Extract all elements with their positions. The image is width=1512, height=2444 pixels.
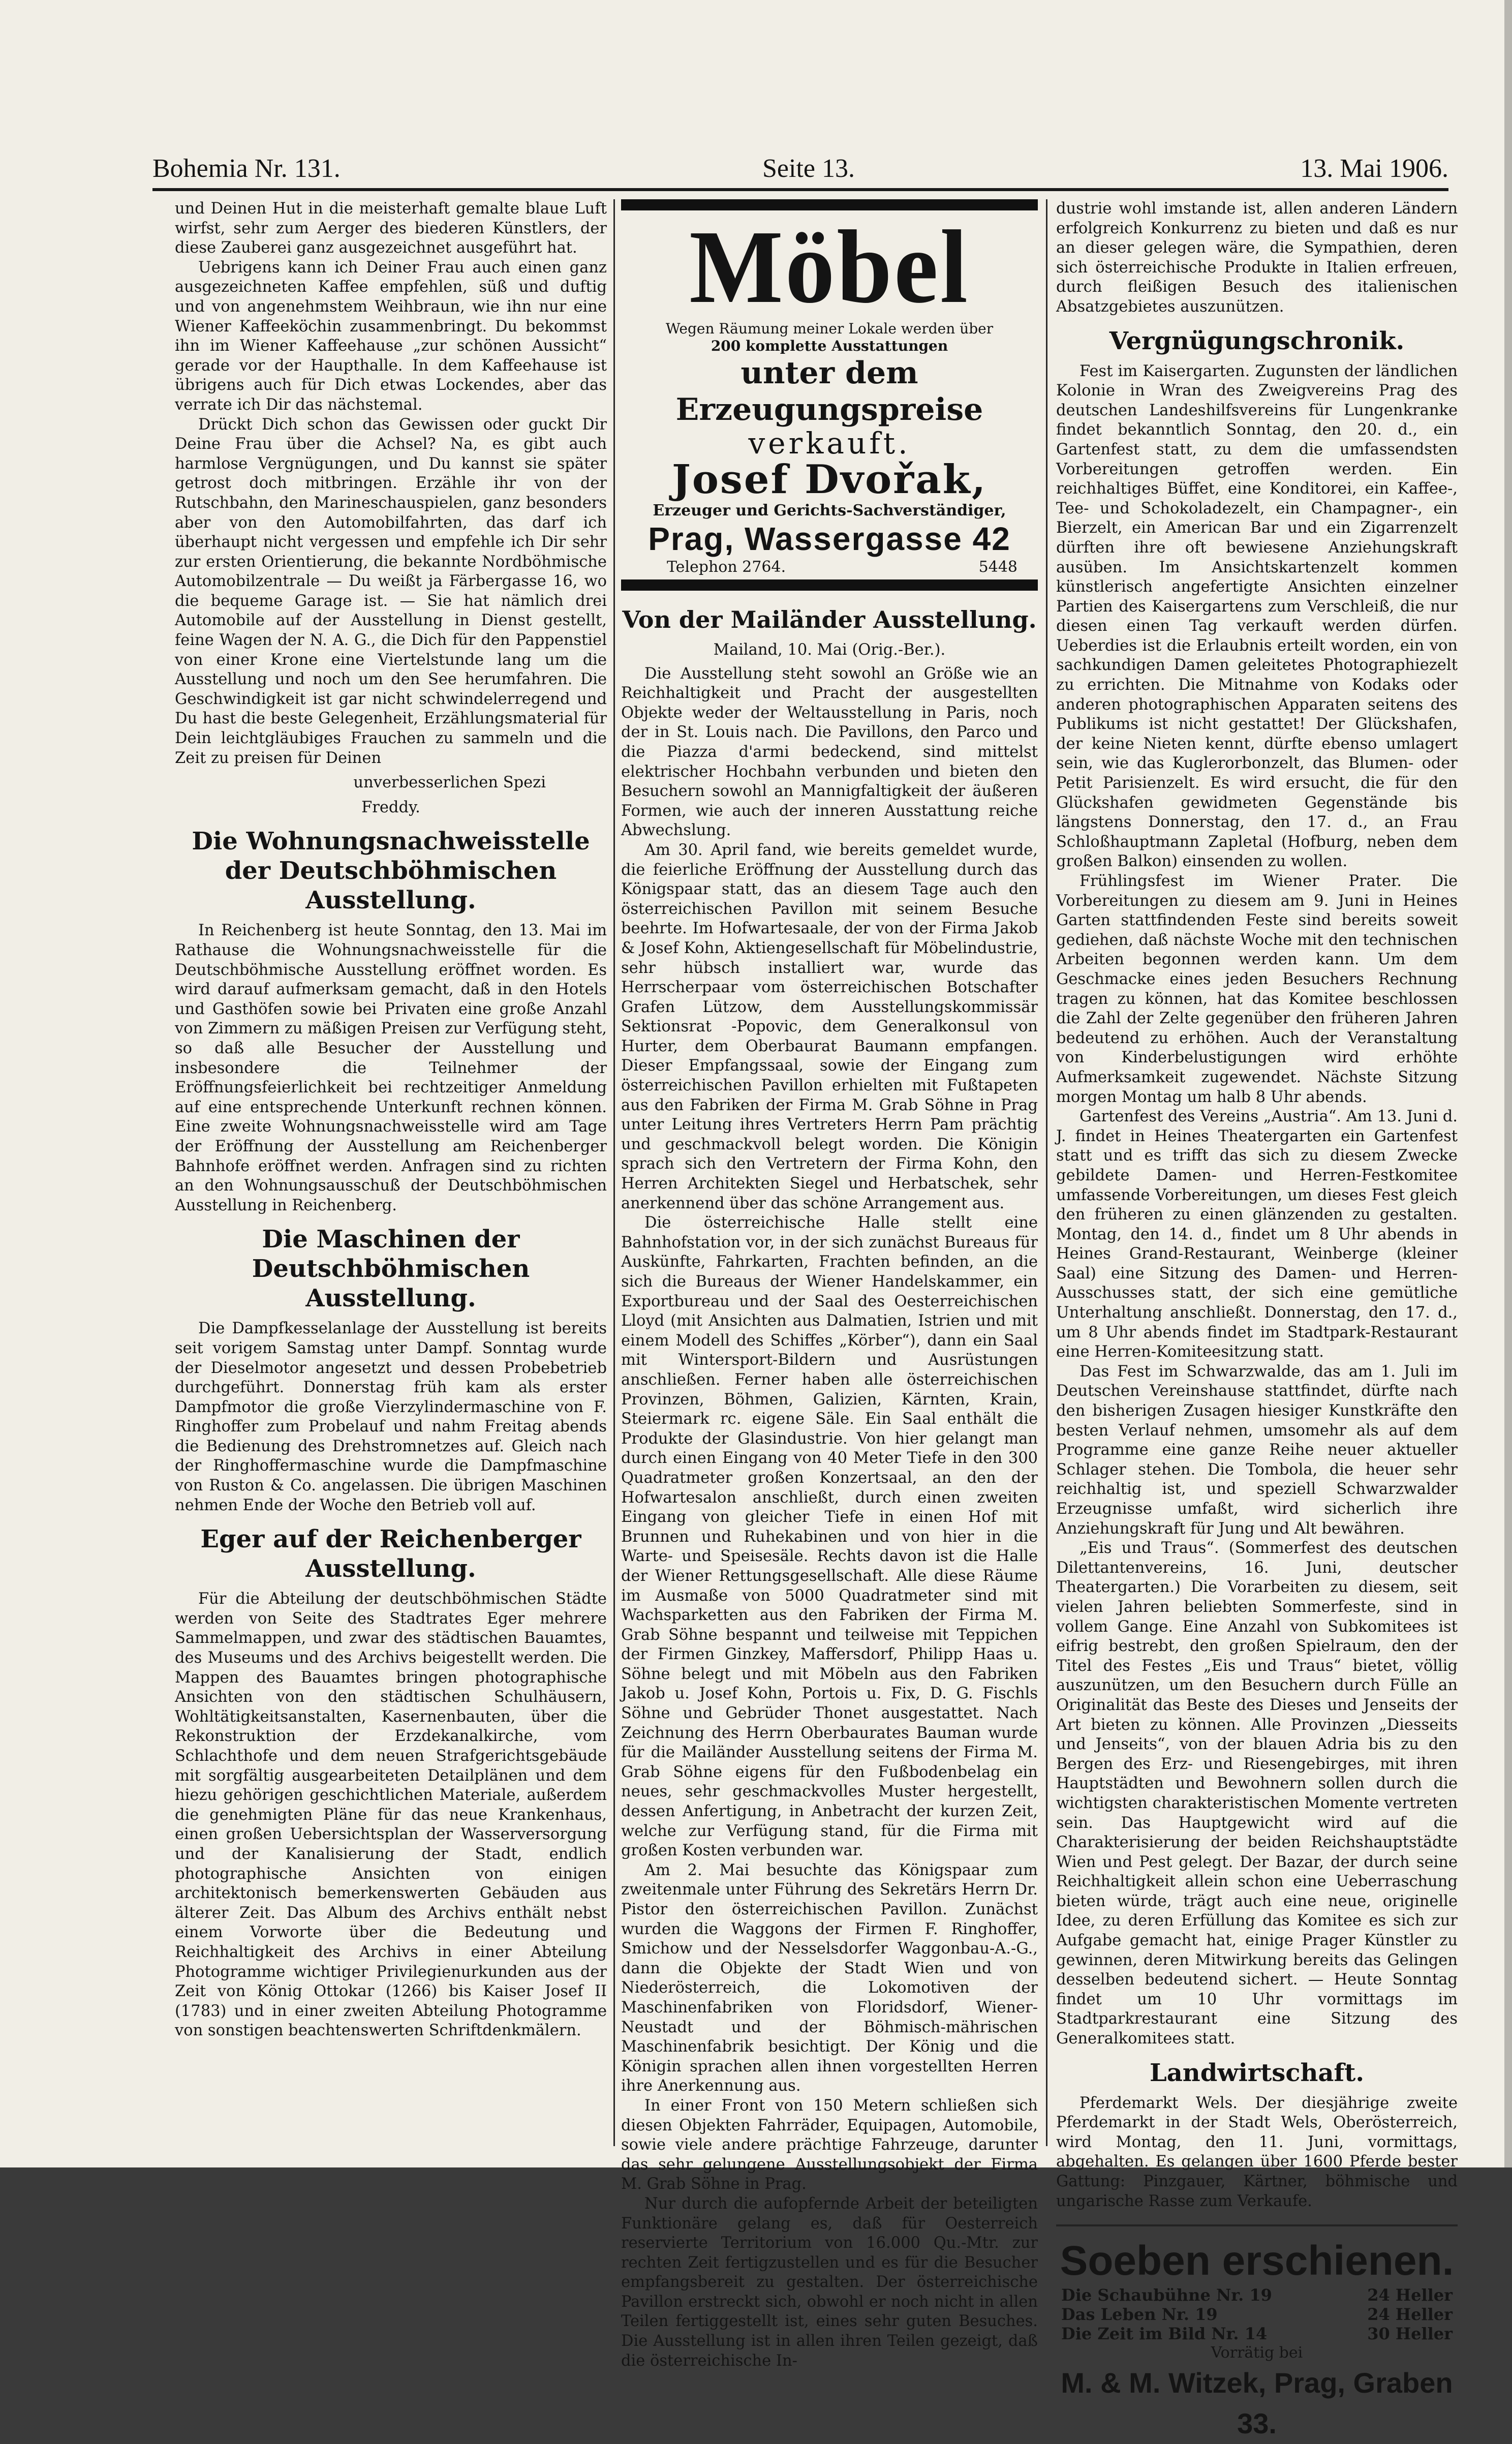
paragraph: „Eis und Traus“. (Sommerfest des deutschen Dilettantenvereins, 16. Juni, deutscher Theatergarten.) Die Vorarbeiten zu diesem, seit vielen Jahren beliebten Sommerfeste, sind in vollem Gange. Eine Anzahl von Subkomitees ist eifrig bestrebt, den großen Spielraum, den der Titel des Festes „Eis und Traus“ bietet, völlig auszunützen, um den Besuchern durch Fülle an Originalität das Beste des Dieses und Jenseits der Art bieten zu können. Alle Provinzen „Diesseits und Jenseits“, von der blauen Adria bis zu den Bergen des Erz- und Riesengebirges, mit ihren Hauptstädten und Bewohnern sollen durch die wichtigsten charakteristischen Momente vertreten sein. Das Hauptgewicht wird auf die Charakterisierung der beiden Reichshauptstädte Wien und Pest gelegt. Der Bazar, der durch seine Reichhaltigkeit allein schon eine Ueberraschung bieten würde, trägt auch eine neue, originelle Idee, zu deren Erfüllung das Komitee es sich zur Aufgabe gemacht hat, einige Prager Künstler zu gewinnen, deren Mitwirkung bereits das Gelingen desselben bedeutend sichert. — Heute Sonntag findet um 10 Uhr vormittags im Stadtparkrestaurant eine Sitzung des Generalkomitees statt.	[1056, 1539, 1458, 2048]
column-divider	[613, 199, 615, 2146]
paragraph: dustrie wohl imstande ist, allen anderen Ländern erfolgreich Konkurrenz zu bieten und daß es nur an dieser gelegen wäre, die Sympathien, deren sich österreichische Produkte in Italien erfreuen, durch fleißigen Besuch des italienischen Absatzgebietes auszunützen.	[1056, 200, 1458, 316]
publication-row	[1056, 2305, 1458, 2324]
section-heading: Landwirtschaft.	[1149, 2058, 1365, 2087]
ad-line: 200 komplette Ausstattungen	[711, 338, 948, 354]
publication-price: 24 Heller	[1367, 2285, 1453, 2305]
ad-telephone: Telephon 2764.	[667, 558, 786, 576]
paragraph: Pferdemarkt Wels. Der diesjährige zweite Pferdemarkt in der Stadt Wels, Oberösterreich, wird Montag, den 11. Juni, vormittags, abgehalten. Es gelangen über 1600 Pferde bester Gattung: Pinzgauer, Kärtner, böhmische und ungarische Rasse zum Verkaufe.	[1056, 2094, 1458, 2210]
paragraph: Frühlingsfest im Wiener Prater. Die Vorbereitungen zu diesem am 9. Juni in Heines Garten stattfindenden Feste sind bereits soweit gediehen, daß nächste Woche mit den technischen Arbeiten begonnen werden kann. Um dem Geschmacke eines jeden Besuchers Rechnung tragen zu können, hat das Komitee beschlossen die Zahl der Zelte gegenüber den früheren Jahren bedeutend zu erhöhen. Auch der Veranstaltung von Kinderbelustigungen wird erhöhte Aufmerksamkeit zugewendet. Nächste Sitzung morgen Montag um halb 8 Uhr abends.	[1056, 872, 1458, 1106]
column-left	[175, 199, 607, 2041]
header-page-number: Seite 13.	[762, 154, 855, 183]
publication-ad-title: Soeben erschienen.	[1060, 2238, 1454, 2284]
paragraph: Gartenfest des Vereins „Austria“. Am 13. Juni d. J. findet in Heines Theatergarten ein Gartenfest statt und es trifft das sich zu diesem Zwecke gebildete Damen- und Herren-Festkomitee umfassende Vorbereitungen, um dieses Fest gleich den früheren zu einen glänzenden zu gestalten. Montag, den 14. d., findet um 8 Uhr abends in Heines Grand-Restaurant, Weinberge (kleiner Saal) eine Sitzung des Damen- und Herren-Ausschusses statt, der sich eine gemütliche Unterhaltung anschließt. Donnerstag, den 17. d., um 8 Uhr abends findet im Stadtpark-Restaurant eine Herren-Komiteesitzung statt.	[1056, 1108, 1458, 1361]
paragraph: Das Fest im Schwarzwalde, das am 1. Juli im Deutschen Vereinshause stattfindet, dürfte nach den bisherigen Zusagen hiesiger Kunstkräfte den besten Verlauf nehmen, umsomehr als auf dem Programme eine ganze Reihe neuer aktueller Schlager stehen. Die Tombola, die heuer sehr reichhaltig ist, und speziell Schwarzwalder Erzeugnisse umfaßt, wird sicherlich ihre Anziehungskraft für Jung und Alt bewähren.	[1056, 1362, 1458, 1538]
publication-row	[1056, 2324, 1458, 2343]
ad-merchant-role: Erzeuger und Gerichts-Sachverständiger,	[653, 502, 1006, 520]
page-edge	[1504, 0, 1512, 2167]
signature-name: Freddy.	[361, 798, 420, 816]
page-header	[152, 154, 1448, 189]
paragraph: Uebrigens kann ich Deiner Frau auch einen ganz ausgezeichneten Kaffee empfehlen, süß und duftig und von angenehmstem Weihbraun, wie ihn nur eine Wiener Kaffeeköchin zusammenbringt. Du bekommst ihn im Wiener Kaffeehause „zur schönen Aussicht“ gerade vor der Haupthalle. In dem Kaffeehause ist übrigens auch für Dich etwas Lockendes, aber das verrate ich Dir das nächstemal.	[175, 258, 607, 414]
paragraph: Die österreichische Halle stellt eine Bahnhofstation vor, in der sich zunächst Bureaus für Auskünfte, Fahrkarten, Frachten befinden, an die sich die Bureaus der Wiener Handelskammer, ein Exportbureau und der Saal des Oesterreichischen Lloyd (mit Ansichten aus Dalmatien, Istrien und mit einem Modell des Schiffes „Körber“), dann ein Saal mit Wintersport-Bildern und Ausrüstungen anschließen. Ferner haben alle österreichischen Provinzen, Böhmen, Galizien, Kärnten, Krain, Steiermark rc. eigene Säle. Ein Saal enthält die Produkte der Glasindustrie. Von hier gelangt man durch einen Eingang von 40 Meter Tiefe in den 300 Quadratmeter großen Konzertsaal, an den der Hofwartesalon anschließt, durch einen zweiten Eingang von gleicher Tiefe in einen Hof mit Brunnen und Ruhekabinen und von hier in die Warte- und Speisesäle. Rechts davon ist die Halle der Wiener Rettungsgesellschaft. Alle diese Räume im Ausmaße von 5000 Quadratmeter sind mit Wachsparketten aus den Fabriken der Firma M. Grab Söhne bespannt und teilweise mit Teppichen der Firmen Ginzkey, Maffersdorf, Philipp Haas u. Söhne belegt und mit Möbeln aus den Fabriken Jakob u. Josef Kohn, Portois u. Fix, D. G. Fischls Söhne und Gebrüder Thonet ausgestattet. Nach Zeichnung des Herrn Oberbaurates Bauman wurde für die Mailänder Ausstellung seitens der Firma M. Grab Söhne eigens für den Fußbodenbelag ein neues, sehr geschmackvolles Muster hergestellt, dessen Anfertigung, in Anbetracht der kurzen Zeit, welche zur Verfügung stand, für die Firma mit großen Kosten verbunden war.	[621, 1214, 1038, 1860]
ad-line: Wegen Räumung meiner Lokale werden über	[665, 320, 994, 337]
paragraph: Die Dampfkesselanlage der Ausstellung ist bereits seit vorigem Samstag unter Dampf. Sonntag wurde der Dieselmotor angesetzt und dessen Probebetrieb durchgeführt. Donnerstag früh kam als erster Dampfmotor die große Vierzylindermaschine von F. Ringhoffer zum Probelauf und nahm Freitag abends die Bedienung des Drehstromnetzes auf. Gleich nach der Ringhoffermaschine wurde die Dampfmaschine von Ruston & Co. angelassen. Die übrigen Maschinen nehmen Ende der Woche den Betrieb voll auf.	[175, 1320, 607, 1514]
paragraph: Am 30. April fand, wie bereits gemeldet wurde, die feierliche Eröffnung der Ausstellung durch das Königspaar statt, das an diesem Tage auch den österreichischen Pavillon mit seinem Besuche beehrte. Im Hofwartesaale, der von der Firma Jakob & Josef Kohn, Aktiengesellschaft für Möbelindustrie, sehr hübsch installiert war, wurde das Herrscherpaar vom österreichischen Botschafter Grafen Lützow, dem Ausstellungskommissär Sektionsrat -Popovic, dem Generalkonsul von Hurter, dem Oberbaurat Baumann empfangen. Dieser Empfangssaal, sowie der Eingang zum österreichischen Pavillon erhielten mit Fußtapeten aus den Fabriken der Firma M. Grab Söhne in Prag unter Leitung ihres Vertreters Herrn Pam prächtig und geschmackvoll belegt worden. Die Königin sprach sich den Vertretern der Firma Kohn, den Herren Architekten Siegel und Herbatschek, sehr anerkennend über das schöne Arrangement aus.	[621, 841, 1038, 1212]
publication-name: Die Zeit im Bild Nr. 14	[1061, 2324, 1268, 2344]
paragraph: Die Ausstellung steht sowohl an Größe wie an Reichhaltigkeit und Pracht der ausgestellten Objekte weder der Weltausstellung in Paris, noch der in St. Louis nach. Die Pavillons, den Parco und die Piazza d'armi bedeckend, sind mittelst elektrischer Hochbahn verbunden und bieten den Besuchern sowohl an Mannigfaltigkeit der äußeren Formen, wie auch der inneren Ausstattung reiche Abwechslung.	[621, 664, 1038, 840]
paragraph: In Reichenberg ist heute Sonntag, den 13. Mai im Rathause die Wohnungsnachweisstelle für die Deutschböhmische Ausstellung eröffnet worden. Es wird darauf aufmerksam gemacht, daß in den Hotels und Gasthöfen sowie bei Privaten eine große Anzahl von Zimmern zu mäßigen Preisen zur Verfügung steht, so daß alle Besucher der Ausstellung und insbesondere die Teilnehmer der Eröffnungsfeierlichkeit bei rechtzeitiger Anmeldung auf eine entsprechende Unterkunft rechnen können. Eine zweite Wohnungsnachweisstelle wird am Tage der Eröffnung der Ausstellung am Reichenberger Bahnhofe eröffnet werden. Anfragen sind zu richten an den Wohnungsausschuß der Deutschböhmischen Ausstellung in Reichenberg.	[175, 922, 607, 1214]
publication-row	[1056, 2285, 1458, 2305]
signature-line: unverbesserlichen Spezi	[353, 774, 546, 792]
publication-price: 24 Heller	[1367, 2305, 1453, 2325]
ad-merchant-name: Josef Dvořak,	[671, 456, 987, 503]
column-middle	[621, 199, 1038, 2371]
publication-availability: Vorrätig bei	[1211, 2344, 1303, 2362]
paragraph: und Deinen Hut in die meisterhaft gemalte blaue Luft wirfst, sehr zum Aerger des biederen Künstlers, der diese Zauberei ganz ausgezeichnet ausgeführt hat.	[175, 200, 607, 257]
paragraph: Am 2. Mai besuchte das Königspaar zum zweitenmale unter Führung des Sekretärs Herrn Dr. Pistor den österreichischen Pavillon. Zunächst wurden die Waggons der Firmen F. Ringhoffer, Smichow und der Nesselsdorfer Waggonbau-A.-G., dann die Objekte der Stadt Wien und von Niederösterreich, die Lokomotiven der Maschinenfabriken von Floridsdorf, Wiener-Neustadt und der Böhmisch-mährischen Maschinenfabrik besichtigt. Der König und die Königin sprachen allen ihnen vorgestellten Herren ihre Anerkennung aus.	[621, 1861, 1038, 2095]
section-heading: Vergnügungschronik.	[1109, 326, 1405, 355]
publication-vendor: M. & M. Witzek, Prag, Graben 33.	[1061, 2367, 1453, 2440]
article-heading: Die Wohnungsnachweisstelle der Deutschböhmischen Ausstellung.	[192, 827, 590, 915]
ad-code: 5448	[978, 558, 1017, 576]
dateline: Mailand, 10. Mai (Orig.-Ber.).	[713, 641, 946, 659]
article-heading: Eger auf der Reichenberger Ausstellung.	[200, 1525, 581, 1583]
column-divider	[1046, 199, 1047, 2146]
furniture-advertisement	[621, 199, 1038, 591]
article-heading: Die Maschinen der Deutschböhmischen Ausstellung.	[252, 1225, 530, 1313]
ad-line: unter dem Erzeugungspreise	[675, 355, 983, 427]
paragraph: Drückt Dich schon das Gewissen oder guckt Dir Deine Frau über die Achsel? Na, es gibt auch harmlose Vergnügungen, und Du kannst sie später getrost doch mitbringen. Erzähle ihr von der Rutschbahn, den Marineschauspielen, ganz besonders aber von den Automobilfahrten, das darf ich überhaupt nicht vergessen und empfehle ich Dir sehr zur ersten Orientierung, die bekannte Nordböhmische Automobilzentrale — Du weißt ja Färbergasse 16, wo die bequeme Garage ist. — Sie hat nämlich drei Automobile auf der Ausstellung in Dienst gestellt, feine Wagen der N. A. G., die Dich für den Pappenstiel von einer Krone eine Viertelstunde lang um die Ausstellung und noch um den See herumfahren. Die Geschwindigkeit ist gar nicht schwindelerregend und Du hast die beste Gelegenheit, Erzählungsmaterial für Dein leichtgläubiges Frauchen zu sammeln und die Zeit zu preisen für Deinen	[175, 415, 607, 767]
column-right	[1056, 199, 1458, 2444]
header-masthead: Bohemia Nr. 131.	[152, 154, 341, 183]
ad-title: Möbel	[689, 208, 970, 325]
ad-line: verkauft.	[748, 426, 911, 461]
paragraph: Für die Abteilung der deutschböhmischen Städte werden von Seite des Stadtrates Eger mehrere Sammelmappen, und zwar des städtischen Bauamtes, des Museums und des Archivs beigestellt werden. Die Mappen des Bauamtes bringen photographische Ansichten von den städtischen Schulhäusern, Wohltätigkeitsanstalten, Kasernenbauten, über die Rekonstruktion der Erzdekanalkirche, vom Schlachthofe und dem neuen Strafgerichtsgebäude mit sorgfältig ausgearbeiteten Detailplänen und dem hiezu gehörigen geschichtlichen Materiale, außerdem die genehmigten Pläne für das neue Krankenhaus, einen großen Uebersichtsplan der Wasserversorgung und der Kanalisierung der Stadt, endlich photographische Ansichten von einigen architektonisch bemerkenswerten Gebäuden aus älterer Zeit. Das Album des Archivs enthält nebst einem Vorworte über die Bedeutung und Reichhaltigkeit des Archivs in einer Abteilung Photogramme wichtiger Privilegienurkunden aus der Zeit von König Ottokar (1266) bis Kaiser Josef II (1783) und in einer zweiten Abteilung Photogramme von sonstigen beachtenswerten Schriftdenkmälern.	[175, 1590, 607, 2040]
publication-name: Die Schaubühne Nr. 19	[1061, 2285, 1272, 2305]
paragraph: Nur durch die aufopfernde Arbeit der beteiligten Funktionäre gelang es, daß für Oesterreich reservierte Territorium von 16.000 Qu.-Mtr. zur rechten Zeit fertigzustellen und es für die Besucher empfangsbereit zu gestalten. Der österreichische Pavillon erstreckt sich, obwohl er noch nicht in allen Teilen fertiggestellt ist, eines sehr guten Besuches. Die Ausstellung ist in allen ihren Teilen gezeigt, daß die österreichische In-	[621, 2194, 1038, 2370]
publication-price: 30 Heller	[1367, 2324, 1453, 2344]
article-heading: Von der Mailänder Ausstellung.	[622, 606, 1037, 633]
header-date: 13. Mai 1906.	[1300, 154, 1448, 183]
paragraph: In einer Front von 150 Metern schließen sich diesen Objekten Fahrräder, Equipagen, Automobile, sowie viele andere prächtige Fahrzeuge, darunter das sehr gelungene Ausstellungsobjekt der Firma M. Grab Söhne in Prag.	[621, 2096, 1038, 2193]
ad-address: Prag, Wassergasse 42	[648, 521, 1011, 557]
publication-name: Das Leben Nr. 19	[1061, 2305, 1218, 2325]
publication-advertisement	[1056, 2224, 1458, 2444]
header-rule	[152, 188, 1448, 191]
paragraph: Fest im Kaisergarten. Zugunsten der ländlichen Kolonie in Wran des Zweigvereins Prag des deutschen Landeshilfsvereins für Lungenkranke findet bekanntlich Sonntag, den 20. d., ein Gartenfest statt, zu dem die umfassendsten Vorbereitungen getroffen werden. Ein reichhaltiges Büffet, eine Konditorei, ein Kaffee-, Tee- und Schokoladezelt, ein Champagner-, ein Bierzelt, ein American Bar und ein Zigarrenzelt dürften ihre oft bewiesene Anziehungskraft ausüben. Im Ansichtskartenzelt kommen künstlerisch angefertigte Ansichten einzelner Partien des Kaisergartens zum Verschleiß, die nur diesen einen Tag verkauft werden dürfen. Ueberdies ist die Erlaubnis erteilt worden, ein von sachkundigen Damen geleitetes Photographiezelt zu errichten. Die Mitnahme von Kodaks oder anderen photographischen Apparaten seitens des Publikums ist nicht gestattet! Der Glückshafen, der keine Nieten kennt, dürfte ebenso umlagert sein, wie das Kuglerorbonzelt, das Blumen- oder Petit Parisienzelt. Es wird ersucht, die für den Glückshafen gewidmeten Gegenstände bis längstens Donnerstag, den 17. d., an Frau Schloßhauptmann Zapletal (Hofburg, neben dem großen Balkon) einsenden zu wollen.	[1056, 362, 1458, 871]
ad-telephone-row	[621, 557, 1038, 577]
